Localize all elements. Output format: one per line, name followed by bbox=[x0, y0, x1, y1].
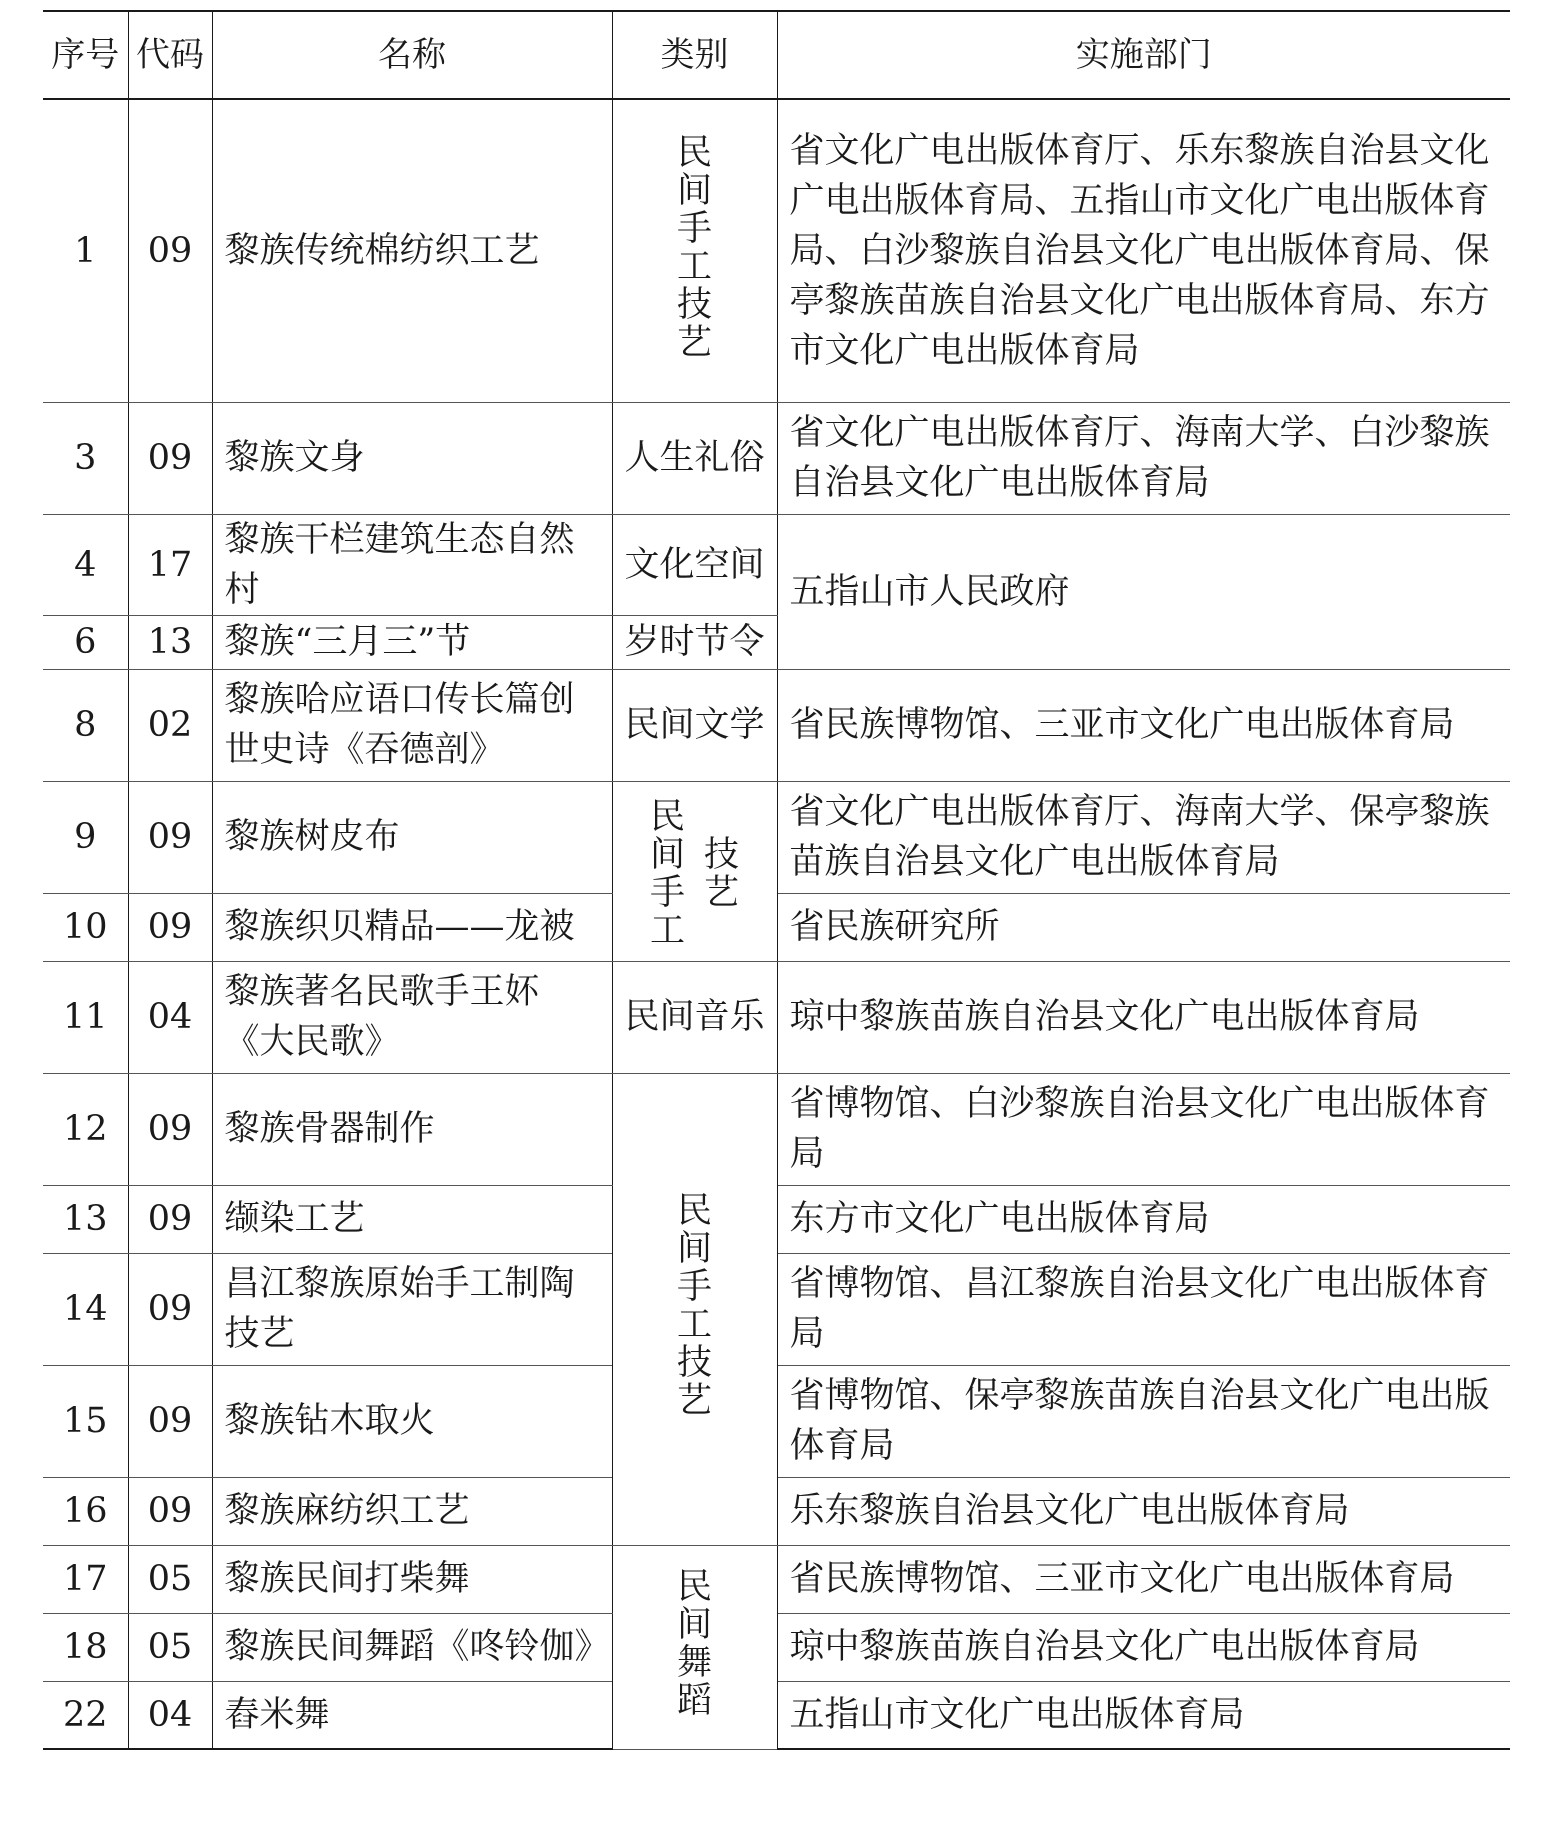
cell-department: 省民族博物馆、三亚市文化广电出版体育局 bbox=[777, 1545, 1510, 1613]
cell-category bbox=[612, 99, 777, 402]
table-row bbox=[43, 514, 1510, 615]
cell-category bbox=[612, 781, 777, 961]
cell-no: 18 bbox=[43, 1613, 128, 1681]
cell-category: 民间音乐 bbox=[612, 961, 777, 1073]
cell-department: 琼中黎族苗族自治县文化广电出版体育局 bbox=[777, 961, 1510, 1073]
table-row bbox=[43, 402, 1510, 514]
table-row bbox=[43, 1185, 1510, 1253]
cell-code: 09 bbox=[128, 781, 212, 893]
cell-name: 黎族树皮布 bbox=[212, 781, 612, 893]
header-code: 代码 bbox=[128, 11, 212, 99]
cell-name: 缬染工艺 bbox=[212, 1185, 612, 1253]
heritage-table-container bbox=[43, 10, 1510, 1750]
cell-no: 10 bbox=[43, 893, 128, 961]
cell-no: 1 bbox=[43, 99, 128, 402]
cell-code: 09 bbox=[128, 1365, 212, 1477]
category-label bbox=[648, 798, 742, 950]
cell-name: 黎族麻纺织工艺 bbox=[212, 1477, 612, 1545]
cell-code: 09 bbox=[128, 99, 212, 402]
cell-no: 12 bbox=[43, 1073, 128, 1185]
cell-department: 五指山市文化广电出版体育局 bbox=[777, 1681, 1510, 1749]
cell-code: 17 bbox=[128, 514, 212, 615]
category-label: 民间手工技艺 bbox=[676, 132, 712, 363]
cell-code: 09 bbox=[128, 402, 212, 514]
table-row bbox=[43, 1253, 1510, 1365]
cell-name: 舂米舞 bbox=[212, 1681, 612, 1749]
cell-name: 黎族民间打柴舞 bbox=[212, 1545, 612, 1613]
header-no: 序号 bbox=[43, 11, 128, 99]
table-row bbox=[43, 781, 1510, 893]
cell-no: 3 bbox=[43, 402, 128, 514]
table-row bbox=[43, 893, 1510, 961]
cell-department: 省文化广电出版体育厅、乐东黎族自治县文化广电出版体育局、五指山市文化广电出版体育局、白沙黎族自治县文化广电出版体育局、保亭黎族苗族自治县文化广电出版体育局、东方市文化广电出版体育局 bbox=[777, 99, 1510, 402]
table-row bbox=[43, 1477, 1510, 1545]
cell-code: 13 bbox=[128, 615, 212, 669]
cell-no: 9 bbox=[43, 781, 128, 893]
category-label: 民间舞蹈 bbox=[676, 1567, 712, 1721]
cell-department: 省博物馆、保亭黎族苗族自治县文化广电出版体育局 bbox=[777, 1365, 1510, 1477]
cell-name: 黎族文身 bbox=[212, 402, 612, 514]
cell-no: 22 bbox=[43, 1681, 128, 1749]
table-row bbox=[43, 961, 1510, 1073]
cell-code: 04 bbox=[128, 961, 212, 1073]
cell-name: 黎族干栏建筑生态自然村 bbox=[212, 514, 612, 615]
cell-department: 省博物馆、白沙黎族自治县文化广电出版体育局 bbox=[777, 1073, 1510, 1185]
category-label-part: 民间手工 bbox=[649, 797, 685, 951]
table-row bbox=[43, 1073, 1510, 1185]
cell-department: 乐东黎族自治县文化广电出版体育局 bbox=[777, 1477, 1510, 1545]
cell-name: 昌江黎族原始手工制陶技艺 bbox=[212, 1253, 612, 1365]
cell-name: 黎族哈应语口传长篇创世史诗《吞德剖》 bbox=[212, 669, 612, 781]
cell-code: 09 bbox=[128, 1073, 212, 1185]
table-row bbox=[43, 1365, 1510, 1477]
cell-category: 民间文学 bbox=[612, 669, 777, 781]
cell-department: 琼中黎族苗族自治县文化广电出版体育局 bbox=[777, 1613, 1510, 1681]
cell-no: 16 bbox=[43, 1477, 128, 1545]
cell-department: 省民族博物馆、三亚市文化广电出版体育局 bbox=[777, 669, 1510, 781]
heritage-table bbox=[43, 10, 1510, 1750]
table-row bbox=[43, 1681, 1510, 1749]
cell-no: 8 bbox=[43, 669, 128, 781]
cell-department: 东方市文化广电出版体育局 bbox=[777, 1185, 1510, 1253]
cell-name: 黎族传统棉纺织工艺 bbox=[212, 99, 612, 402]
table-row bbox=[43, 1545, 1510, 1613]
cell-name: 黎族骨器制作 bbox=[212, 1073, 612, 1185]
cell-code: 09 bbox=[128, 893, 212, 961]
category-label: 民间手工技艺 bbox=[676, 1191, 712, 1421]
cell-no: 17 bbox=[43, 1545, 128, 1613]
cell-no: 14 bbox=[43, 1253, 128, 1365]
cell-no: 13 bbox=[43, 1185, 128, 1253]
cell-no: 4 bbox=[43, 514, 128, 615]
cell-name: 黎族著名民歌手王妚《大民歌》 bbox=[212, 961, 612, 1073]
cell-code: 02 bbox=[128, 669, 212, 781]
cell-name: 黎族民间舞蹈《咚铃伽》 bbox=[212, 1613, 612, 1681]
header-category: 类别 bbox=[612, 11, 777, 99]
table-row bbox=[43, 669, 1510, 781]
cell-code: 09 bbox=[128, 1477, 212, 1545]
cell-code: 05 bbox=[128, 1545, 212, 1613]
cell-code: 05 bbox=[128, 1613, 212, 1681]
cell-no: 6 bbox=[43, 615, 128, 669]
cell-category: 文化空间 bbox=[612, 514, 777, 615]
header-name: 名称 bbox=[212, 11, 612, 99]
cell-category: 岁时节令 bbox=[612, 615, 777, 669]
cell-department: 省博物馆、昌江黎族自治县文化广电出版体育局 bbox=[777, 1253, 1510, 1365]
cell-code: 09 bbox=[128, 1185, 212, 1253]
category-label-part: 技艺 bbox=[703, 835, 739, 913]
cell-category: 人生礼俗 bbox=[612, 402, 777, 514]
cell-name: 黎族钻木取火 bbox=[212, 1365, 612, 1477]
cell-department: 省民族研究所 bbox=[777, 893, 1510, 961]
table-row bbox=[43, 1613, 1510, 1681]
cell-department: 省文化广电出版体育厅、海南大学、保亭黎族苗族自治县文化广电出版体育局 bbox=[777, 781, 1510, 893]
cell-category bbox=[612, 1073, 777, 1545]
cell-name: 黎族“三月三”节 bbox=[212, 615, 612, 669]
table-header-row bbox=[43, 11, 1510, 99]
cell-department: 省文化广电出版体育厅、海南大学、白沙黎族自治县文化广电出版体育局 bbox=[777, 402, 1510, 514]
table-row bbox=[43, 99, 1510, 402]
cell-no: 11 bbox=[43, 961, 128, 1073]
cell-name: 黎族织贝精品——龙被 bbox=[212, 893, 612, 961]
cell-department: 五指山市人民政府 bbox=[777, 514, 1510, 669]
cell-no: 15 bbox=[43, 1365, 128, 1477]
cell-code: 09 bbox=[128, 1253, 212, 1365]
cell-code: 04 bbox=[128, 1681, 212, 1749]
header-department: 实施部门 bbox=[777, 11, 1510, 99]
cell-category bbox=[612, 1545, 777, 1749]
